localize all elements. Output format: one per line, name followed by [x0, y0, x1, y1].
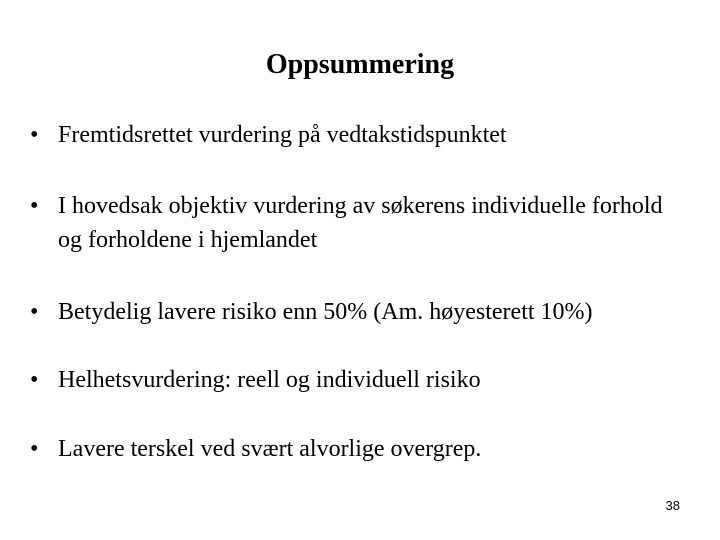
bullet-symbol: •: [30, 122, 39, 148]
bullet-item: [30, 432, 690, 466]
bullet-symbol: •: [30, 367, 39, 393]
slide-title: Oppsummering: [265, 49, 455, 80]
page-number: 38: [665, 498, 680, 513]
bullet-item: [30, 295, 690, 329]
bullet-item: [30, 189, 690, 257]
bullet-symbol: •: [30, 299, 39, 325]
bullet-text: Fremtidsrettet vurdering på vedtakstidspunktet: [58, 122, 507, 148]
bullet-text: Lavere terskel ved svært alvorlige overgrep.: [58, 436, 482, 462]
bullet-list: [30, 118, 690, 466]
bullet-symbol: •: [30, 193, 39, 219]
bullet-item: [30, 363, 690, 397]
bullet-symbol: •: [30, 436, 39, 462]
bullet-text: Betydelig lavere risiko enn 50% (Am. høyesterett 10%): [58, 299, 593, 325]
bullet-text: Helhetsvurdering: reell og individuell risiko: [58, 367, 481, 393]
bullet-item: [30, 118, 690, 152]
bullet-text: I hovedsak objektiv vurdering av søkerens individuelle forhold og forholdene i hjemlandet: [58, 193, 663, 253]
